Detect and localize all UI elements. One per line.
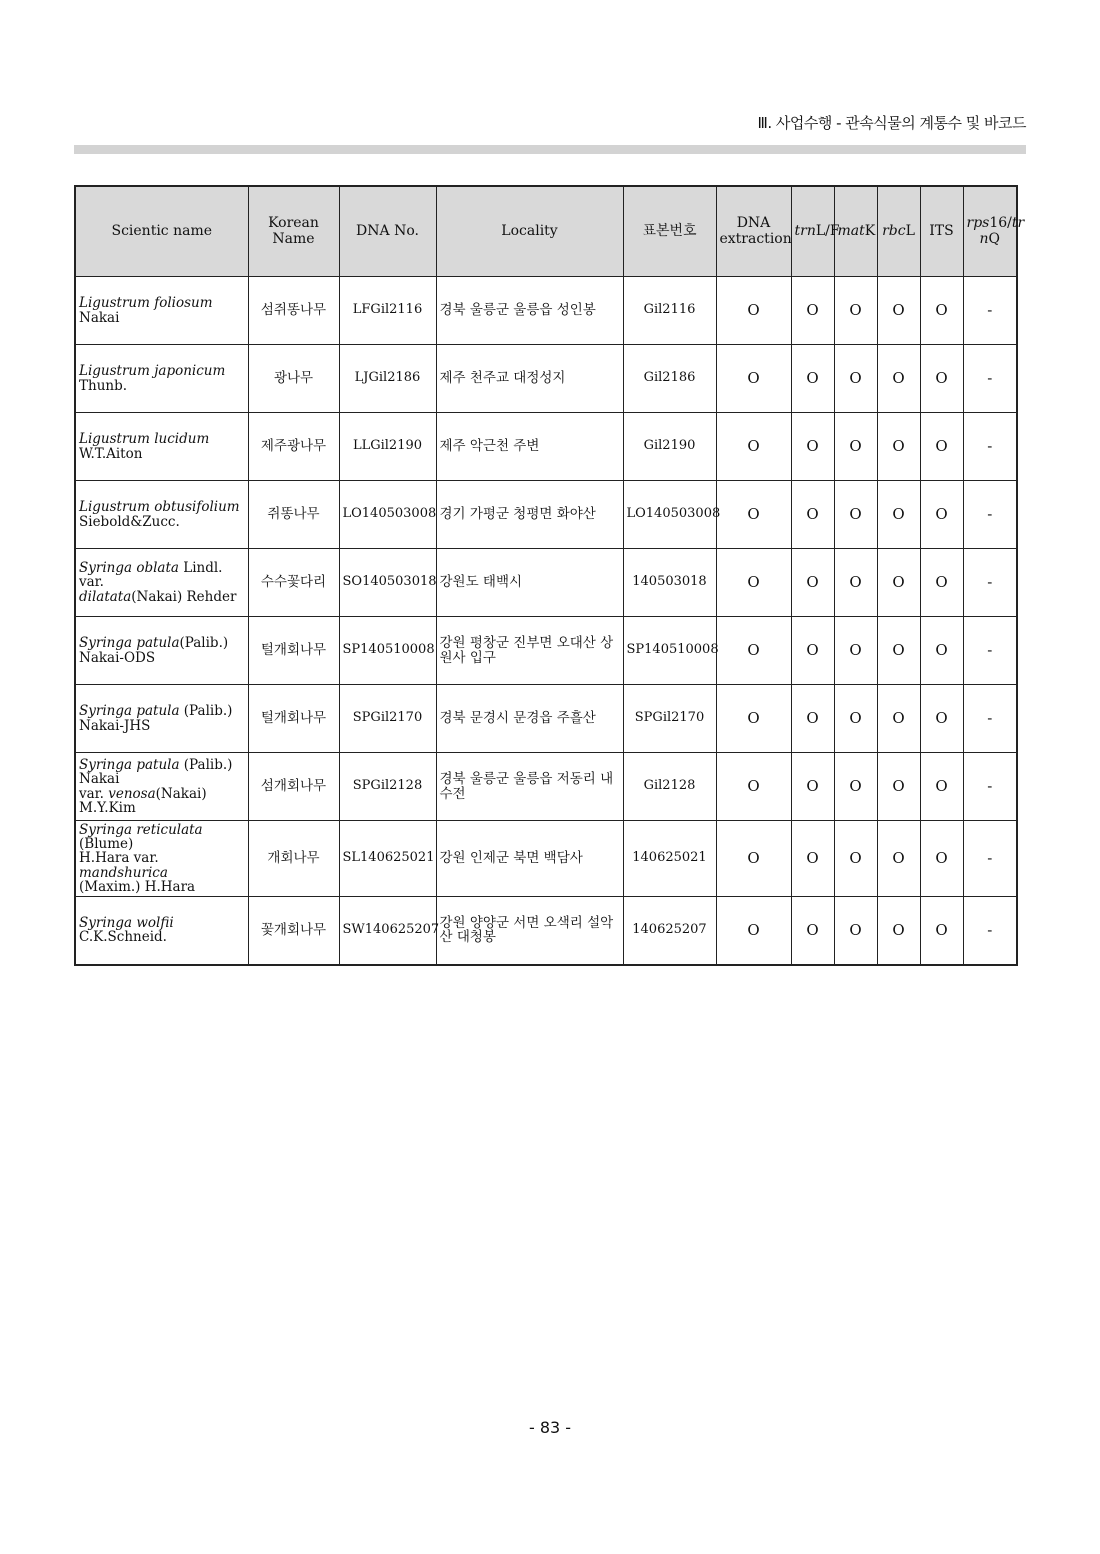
matk-cell: O [834,413,877,481]
korean-name-cell: 털개회나무 [248,685,339,753]
its-cell: O [920,821,963,897]
rps16-cell: - [963,549,1017,617]
specimen-no-cell: Gil2190 [623,413,716,481]
korean-name-cell: 털개회나무 [248,617,339,685]
dna-no-cell: LJGil2186 [339,345,436,413]
specimen-no-cell: Gil2128 [623,753,716,821]
trnlf-cell: O [791,345,834,413]
dna-extraction-cell: O [716,277,791,345]
specimen-no-cell: 140625021 [623,821,716,897]
rbcl-cell: O [877,413,920,481]
running-header: Ⅲ. 사업수행 - 관속식물의 계통수 및 바코드 [757,114,1026,132]
matk-cell: O [834,896,877,965]
dna-no-cell: SL140625021 [339,821,436,897]
locality-cell: 강원 인제군 북면 백담사 [436,821,623,897]
rps16-cell: - [963,896,1017,965]
col-header-dna-extraction: DNA extraction [716,186,791,277]
col-header-korean-name: Korean Name [248,186,339,277]
col-header-rbcl: rbcL [877,186,920,277]
rps16-cell: - [963,345,1017,413]
locality-cell: 경기 가평군 청평면 화야산 [436,481,623,549]
locality-cell: 경북 문경시 문경읍 주흘산 [436,685,623,753]
rps16-cell: - [963,481,1017,549]
rps16-cell: - [963,753,1017,821]
its-cell: O [920,277,963,345]
rbcl-cell: O [877,345,920,413]
header-row [75,186,1017,277]
dna-extraction-cell: O [716,345,791,413]
its-cell: O [920,617,963,685]
scientific-name-cell: Syringa wolfii C.K.Schneid. [75,896,248,965]
specimen-no-cell: SP140510008 [623,617,716,685]
rps16-cell: - [963,821,1017,897]
scientific-name-cell: Ligustrum lucidum W.T.Aiton [75,413,248,481]
specimen-no-cell: 140625207 [623,896,716,965]
its-cell: O [920,896,963,965]
scientific-name-cell: Ligustrum obtusifolium Siebold&Zucc. [75,481,248,549]
dna-no-cell: SP140510008 [339,617,436,685]
rbcl-cell: O [877,753,920,821]
rps16-cell: - [963,277,1017,345]
locality-cell: 강원도 태백시 [436,549,623,617]
trnlf-cell: O [791,821,834,897]
its-cell: O [920,685,963,753]
scientific-name-cell: Syringa oblata Lindl. var. dilatata(Nakai) Rehder [75,549,248,617]
locality-cell: 제주 천주교 대정성지 [436,345,623,413]
col-header-scientific-name: Scientic name [75,186,248,277]
matk-cell: O [834,277,877,345]
scientific-name-cell: Syringa patula(Palib.) Nakai-ODS [75,617,248,685]
rbcl-cell: O [877,685,920,753]
rbcl-cell: O [877,896,920,965]
table-row [75,821,1017,897]
trnlf-cell: O [791,549,834,617]
table-row [75,549,1017,617]
table-row [75,617,1017,685]
specimen-no-cell: SPGil2170 [623,685,716,753]
dna-extraction-cell: O [716,685,791,753]
rbcl-cell: O [877,617,920,685]
dna-extraction-cell: O [716,821,791,897]
table-row [75,481,1017,549]
korean-name-cell: 꽃개회나무 [248,896,339,965]
rbcl-cell: O [877,277,920,345]
col-header-trnlf: trnL/F [791,186,834,277]
dna-no-cell: SO140503018 [339,549,436,617]
dna-no-cell: LFGil2116 [339,277,436,345]
korean-name-cell: 섬개회나무 [248,753,339,821]
col-header-locality: Locality [436,186,623,277]
scientific-name-cell: Syringa reticulata (Blume) H.Hara var. mandshurica (Maxim.) H.Hara [75,821,248,897]
locality-cell: 강원 평창군 진부면 오대산 상원사 입구 [436,617,623,685]
rps16-cell: - [963,617,1017,685]
matk-cell: O [834,345,877,413]
matk-cell: O [834,549,877,617]
matk-cell: O [834,617,877,685]
rbcl-cell: O [877,481,920,549]
scientific-name-cell: Ligustrum foliosum Nakai [75,277,248,345]
korean-name-cell: 수수꽃다리 [248,549,339,617]
table-row [75,685,1017,753]
its-cell: O [920,481,963,549]
trnlf-cell: O [791,277,834,345]
scientific-name-cell: Syringa patula (Palib.) Nakai-JHS [75,685,248,753]
matk-cell: O [834,753,877,821]
specimen-table [74,185,1025,966]
specimen-no-cell: 140503018 [623,549,716,617]
matk-cell: O [834,685,877,753]
rbcl-cell: O [877,821,920,897]
dna-extraction-cell: O [716,896,791,965]
specimen-no-cell: LO140503008 [623,481,716,549]
its-cell: O [920,549,963,617]
korean-name-cell: 섬쥐똥나무 [248,277,339,345]
table-row [75,345,1017,413]
rbcl-cell: O [877,549,920,617]
dna-no-cell: LLGil2190 [339,413,436,481]
table-body [75,277,1017,965]
korean-name-cell: 개회나무 [248,821,339,897]
col-header-its: ITS [920,186,963,277]
matk-cell: O [834,481,877,549]
matk-cell: O [834,821,877,897]
table-row [75,413,1017,481]
dna-extraction-cell: O [716,549,791,617]
locality-cell: 경북 울릉군 울릉읍 저동리 내수전 [436,753,623,821]
specimen-no-cell: Gil2186 [623,345,716,413]
dna-no-cell: SPGil2170 [339,685,436,753]
trnlf-cell: O [791,617,834,685]
dna-no-cell: SPGil2128 [339,753,436,821]
scientific-name-cell: Ligustrum japonicum Thunb. [75,345,248,413]
rps16-cell: - [963,685,1017,753]
dna-no-cell: SW140625207 [339,896,436,965]
korean-name-cell: 제주광나무 [248,413,339,481]
trnlf-cell: O [791,753,834,821]
dna-extraction-cell: O [716,617,791,685]
specimen-no-cell: Gil2116 [623,277,716,345]
locality-cell: 강원 양양군 서면 오색리 설악산 대청봉 [436,896,623,965]
locality-cell: 경북 울릉군 울릉읍 성인봉 [436,277,623,345]
trnlf-cell: O [791,685,834,753]
its-cell: O [920,753,963,821]
col-header-rps16-trnq: rps16/tr nQ [963,186,1017,277]
page-number: - 83 - [528,1418,572,1437]
trnlf-cell: O [791,481,834,549]
col-header-dna-no: DNA No. [339,186,436,277]
dna-extraction-cell: O [716,413,791,481]
rps16-cell: - [963,413,1017,481]
table-row [75,277,1017,345]
its-cell: O [920,345,963,413]
korean-name-cell: 쥐똥나무 [248,481,339,549]
trnlf-cell: O [791,896,834,965]
dna-extraction-cell: O [716,481,791,549]
dna-no-cell: LO140503008 [339,481,436,549]
dna-extraction-cell: O [716,753,791,821]
its-cell: O [920,413,963,481]
col-header-specimen-no: 표본번호 [623,186,716,277]
table-row [75,753,1017,821]
header-divider-bar [74,145,1026,154]
table-row [75,896,1017,965]
korean-name-cell: 광나무 [248,345,339,413]
col-header-matk: matK [834,186,877,277]
locality-cell: 제주 악근천 주변 [436,413,623,481]
trnlf-cell: O [791,413,834,481]
scientific-name-cell: Syringa patula (Palib.) Nakai var. venosa(Nakai) M.Y.Kim [75,753,248,821]
